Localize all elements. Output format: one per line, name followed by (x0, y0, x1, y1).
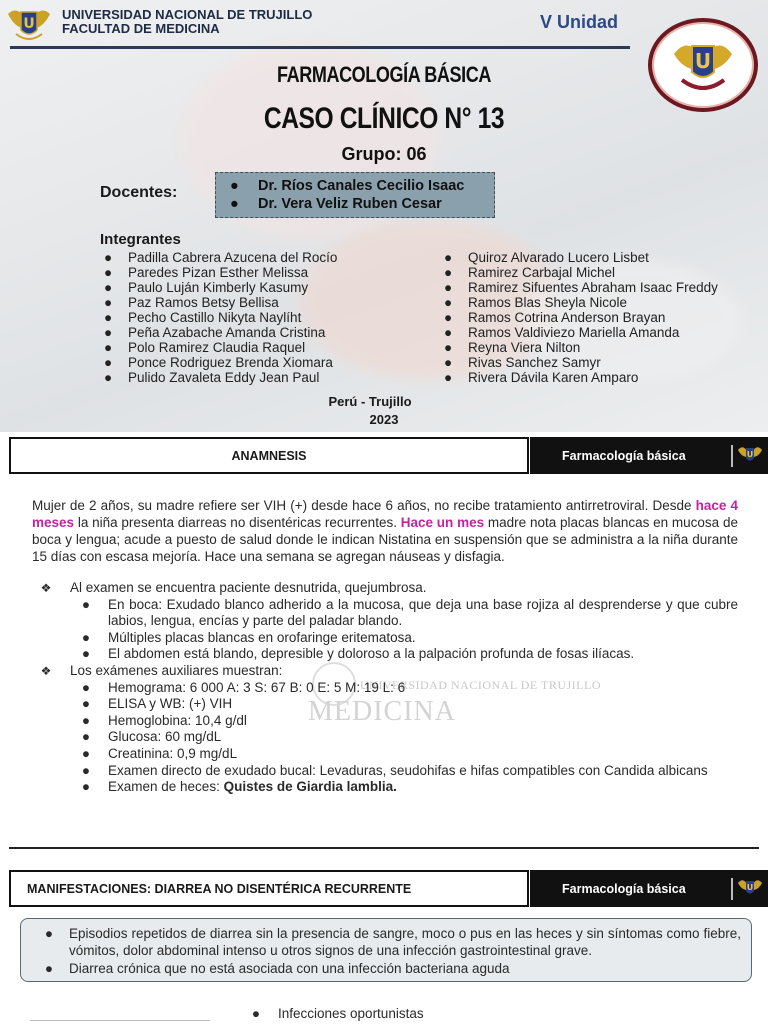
bullet-icon: ● (44, 926, 54, 941)
list-item: ● En boca: Exudado blanco adherido a la mucosa, que deja una base rojiza al desprenderse y que cubre labios, lengua, encías y parte del paladar blando. (81, 596, 738, 629)
lab-item: ● Examen directo de exudado bucal: Levaduras, seudohifas e hifas compatibles con Candida albicans (81, 762, 708, 778)
docentes-box (215, 172, 495, 218)
group-label: Grupo: 06 (341, 144, 427, 164)
integrante-item: ● Padilla Cabrera Azucena del Rocío (104, 250, 338, 265)
lab-item: ● Hemograma: 6 000 A: 3 S: 67 B: 0 E: 5 M: 19 L: 6 (81, 679, 406, 695)
integrante-item: ● Paz Ramos Betsy Bellisa (104, 295, 279, 310)
faculty-line: FACULTAD DE MEDICINA (62, 21, 220, 36)
integrante-item: ● Polo Ramirez Claudia Raquel (104, 340, 306, 355)
section-title: ANAMNESIS (231, 448, 307, 463)
bullet-icon: ● (81, 779, 91, 795)
list-item: ❖ Los exámenes auxiliares muestran: (38, 663, 738, 680)
bullet-icon: ● (81, 646, 91, 662)
list-item: ● Episodios repetidos de diarrea sin la presencia de sangre, moco o pus en las heces y sin síntomas como fiebre, vómitos, dolor abdominal intenso u otros signos de una infección gastrointestinal grave. (44, 926, 741, 958)
bullet-icon: ● (81, 762, 91, 778)
lab-item: ● Creatinina: 0,9 mg/dL (81, 745, 238, 761)
section-title: MANIFESTACIONES: DIARREA NO DISENTÉRICA RECURRENTE (27, 881, 412, 896)
place-label: Perú - Trujillo (328, 394, 412, 409)
manifestaciones-box (20, 918, 752, 982)
anamnesis-header (9, 437, 529, 474)
bullet-icon: ● (81, 679, 91, 695)
integrante-item: ● Ramirez Sifuentes Abraham Isaac Freddy (444, 280, 718, 295)
list-item: ● El abdomen está blando, depresible y doloroso a la palpación profunda de fosas ilíacas. (81, 646, 635, 662)
university-name (62, 8, 312, 36)
bullet-icon: ● (81, 745, 91, 761)
list-item: ● Diarrea crónica que no está asociada con una infección bacteriana aguda (44, 961, 510, 976)
lab-item: ● Examen de heces: Quistes de Giardia lamblia. (81, 779, 397, 795)
list-item: ● Múltiples placas blancas en orofaringe eritematosa. (81, 629, 416, 645)
case-description: Mujer de 2 años, su madre refiere ser VIH (+) desde hace 6 años, no recibe tratamiento antirretroviral. Desde hace 4 meses la niña presenta diarreas no disentéricas recurrentes. Hace un mes madre nota placas blancas en mucosa de boca y lengua; acude a puesto de salud donde le indican Nistatina en suspensión que se administra a la niña durante 15 días con escasa mejoría. Hace una semana se agregan náuseas y disfagia. (32, 498, 739, 564)
integrante-item: ● Reyna Viera Nilton (444, 340, 581, 355)
watermark-text: MEDICINA (308, 696, 456, 727)
cover-slide (0, 0, 768, 432)
year-label: 2023 (369, 412, 399, 427)
integrante-item: ● Quiroz Alvarado Lucero Lisbet (444, 250, 649, 265)
svg-text:U: U (746, 883, 754, 892)
highlight-time: hace 4 meses (32, 498, 739, 530)
integrantes-list-right (440, 250, 718, 385)
heces-result: Quistes de Giardia lamblia. (223, 779, 397, 795)
integrante-item: ● Ramos Valdiviezo Mariella Amanda (444, 325, 680, 340)
integrante-item: ● Rivas Sanchez Samyr (444, 355, 601, 370)
university-mini-logo (737, 444, 763, 466)
header-rule (10, 46, 630, 49)
lab-item: ● ELISA y WB: (+) VIH (81, 696, 233, 712)
bullet-icon: ● (81, 596, 91, 612)
bullet-icon: ● (251, 1006, 261, 1021)
list-item: ● Infecciones oportunistas (251, 1006, 424, 1021)
university-logo (6, 4, 52, 44)
bullet-icon: ● (81, 696, 91, 712)
integrantes-label: Integrantes (100, 231, 181, 248)
bullet-icon: ● (81, 712, 91, 728)
university-mini-logo (737, 877, 763, 899)
integrante-item: ● Pecho Castillo Nikyta Naylíht (104, 310, 302, 325)
tag-divider (731, 878, 733, 900)
integrante-item: ● Peña Azabache Amanda Cristina (104, 325, 326, 340)
integrante-item: ● Ramirez Carbajal Michel (444, 265, 616, 280)
tag-divider (731, 445, 733, 467)
diamond-bullet-icon: ❖ (40, 663, 52, 678)
unit-label: V Unidad (540, 12, 619, 32)
integrante-item: ● Paulo Luján Kimberly Kasumy (104, 280, 309, 295)
slide-separator (9, 847, 759, 849)
list-item: ❖ Al examen se encuentra paciente desnutrida, quejumbrosa. (38, 580, 738, 597)
integrante-item: ● Ponce Rodriguez Brenda Xiomara (104, 355, 333, 370)
lab-item: ● Hemoglobina: 10,4 g/dl (81, 712, 247, 728)
bullet-icon: ● (44, 961, 54, 976)
footer-line (30, 1020, 210, 1021)
exam-findings-list (38, 580, 738, 796)
integrante-item: ● Ramos Blas Sheyla Nicole (444, 295, 628, 310)
course-tag-label: Farmacología básica (562, 881, 686, 896)
svg-text:U: U (23, 16, 35, 32)
diamond-bullet-icon: ❖ (40, 581, 52, 595)
svg-text:U: U (694, 49, 712, 73)
watermark-text: UNIVERSIDAD NACIONAL DE TRUJILLO (360, 678, 601, 692)
svg-text:U: U (746, 450, 754, 459)
university-line: UNIVERSIDAD NACIONAL DE TRUJILLO (62, 7, 313, 22)
subject-title: FARMACOLOGÍA BÁSICA (276, 62, 492, 87)
highlight-time: Hace un mes (400, 515, 485, 530)
lab-item: ● Glucosa: 60 mg/dL (81, 729, 222, 745)
case-title: CASO CLÍNICO N° 13 (263, 102, 505, 135)
integrante-item: ● Rivera Dávila Karen Amparo (444, 370, 639, 385)
integrantes-list-left (100, 250, 337, 385)
bullet-icon: ● (81, 629, 91, 645)
docente-item: ● Dr. Vera Veliz Ruben Cesar (230, 196, 442, 212)
docentes-label: Docentes: (100, 184, 178, 201)
integrante-item: ● Paredes Pizan Esther Melissa (104, 265, 309, 280)
integrante-item: ● Pulido Zavaleta Eddy Jean Paul (104, 370, 320, 385)
manifestaciones-header (9, 870, 529, 907)
bullet-icon: ● (81, 729, 91, 745)
course-tag-label: Farmacología básica (562, 448, 686, 463)
integrante-item: ● Ramos Cotrina Anderson Brayan (444, 310, 666, 325)
docente-item: ● Dr. Ríos Canales Cecilio Isaac (230, 178, 465, 194)
